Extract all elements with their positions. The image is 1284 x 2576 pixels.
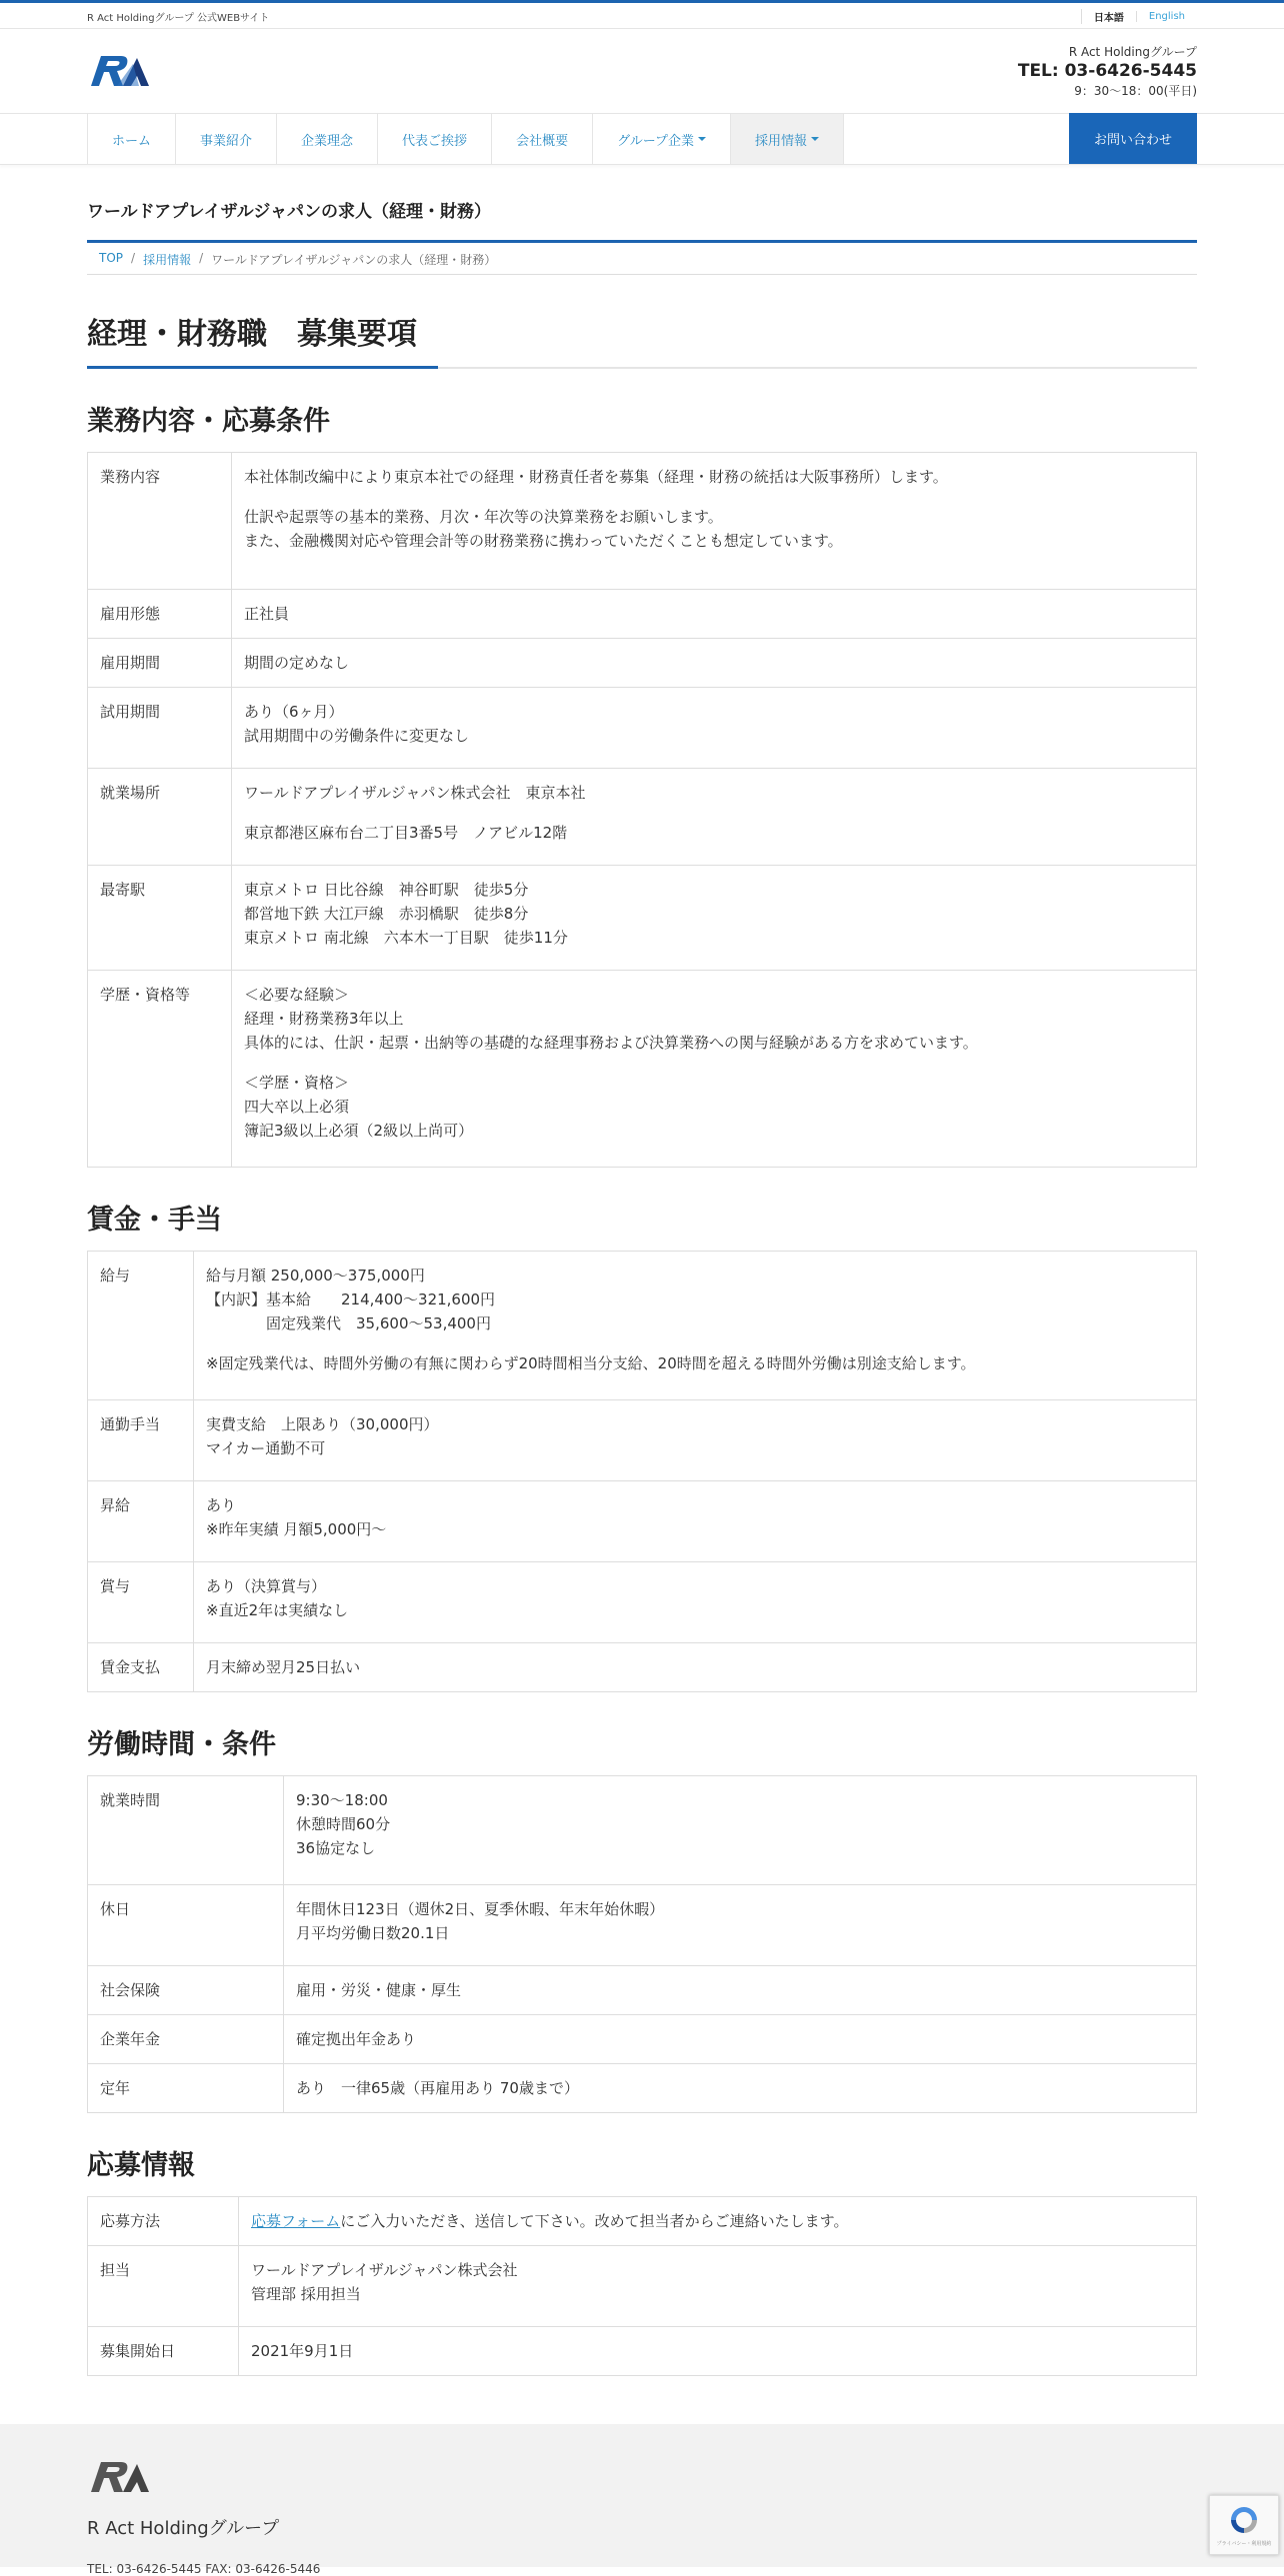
row-text-line: 9:30～18:00 (296, 1791, 388, 1809)
table-row (88, 1252, 1197, 1400)
row-text-line: 具体的には、仕訳・起票・出納等の基礎的な経理事務および決算業務への関与経験がある方を求めています。 (244, 1034, 978, 1052)
header-hours: 9：30～18：00(平日) (1074, 84, 1197, 98)
row-text-line: 東京メトロ 日比谷線 神谷町駅 徒歩5分 (244, 881, 529, 899)
row-text-line: 実費支給 上限あり（30,000円） (206, 1415, 439, 1433)
table-row (88, 866, 1197, 971)
section-title-apply: 応募情報 (87, 2150, 195, 2181)
nav-group-companies[interactable] (593, 114, 731, 164)
row-value (284, 1885, 1197, 1966)
row-header: 定年 (88, 2064, 284, 2113)
row-header: 募集開始日 (88, 2327, 239, 2376)
row-text-line: ※直近2年は実績なし (206, 1601, 349, 1619)
top-bar (0, 3, 1284, 29)
page-header (87, 197, 1197, 275)
nav-company[interactable] (492, 114, 593, 164)
wages-table (87, 1251, 1197, 1692)
row-value (194, 1400, 1197, 1481)
row-header: 応募方法 (88, 2197, 239, 2246)
row-header: 就業時間 (88, 1776, 284, 1885)
main-content (87, 197, 1197, 2376)
row-header: 雇用形態 (88, 590, 232, 639)
nav-label: 採用情報 (755, 133, 808, 149)
row-text-line: ※固定残業代は、時間外労働の有無に関わらず20時間相当分支給、20時間を超える時間外労働は別途支給します。 (206, 1354, 976, 1372)
table-row (88, 2327, 1197, 2376)
row-header: 休日 (88, 1885, 284, 1966)
row-value (284, 2064, 1197, 2113)
row-value (239, 2327, 1197, 2376)
row-value (284, 1966, 1197, 2015)
row-value (239, 2246, 1197, 2327)
apply-table (87, 2196, 1197, 2376)
row-header: 賞与 (88, 1562, 194, 1643)
section-title-job: 業務内容・応募条件 (87, 406, 330, 437)
row-value (232, 688, 1197, 769)
row-header: 試用期間 (88, 688, 232, 769)
nav-label: 企業理念 (301, 133, 354, 149)
row-text-line: 給与月額 250,000～375,000円 (206, 1267, 425, 1285)
row-header: 就業場所 (88, 769, 232, 866)
nav-greeting[interactable] (378, 114, 492, 164)
row-text-line: 雇用・労災・健康・厚生 (296, 1981, 462, 1999)
row-text-line: 2021年9月1日 (251, 2342, 354, 2360)
main-nav (0, 113, 1284, 165)
table-row (88, 639, 1197, 688)
paragraph-gap (244, 489, 1184, 505)
lang-japanese-link[interactable]: 日本語 (1081, 9, 1136, 24)
section-title-hours: 労働時間・条件 (87, 1729, 276, 1760)
row-text-line: 月末締め翌月25日払い (206, 1658, 361, 1676)
table-row (88, 590, 1197, 639)
nav-label: グループ企業 (617, 133, 695, 149)
breadcrumb-current: ワールドアプレイザルジャパンの求人（経理・財務） (211, 253, 497, 267)
nav-label: 代表ご挨拶 (402, 133, 468, 149)
row-header: 企業年金 (88, 2015, 284, 2064)
row-text-line: 経理・財務業務3年以上 (244, 1010, 404, 1028)
breadcrumb-top-link[interactable]: TOP (99, 251, 124, 265)
row-text-line: 固定残業代 35,600～53,400円 (206, 1314, 491, 1332)
row-value (194, 1481, 1197, 1562)
job-details-table (87, 452, 1197, 1168)
caret-down-icon (698, 137, 706, 141)
table-row (88, 1562, 1197, 1643)
apply-form-link[interactable]: 応募フォーム (251, 2212, 341, 2230)
row-header: 最寄駅 (88, 866, 232, 971)
nav-label: ホーム (112, 133, 152, 149)
header-group-name: R Act Holdingグループ (1068, 45, 1197, 59)
row-text-line: 四大卒以上必須 (244, 1098, 350, 1116)
breadcrumb (87, 243, 1197, 275)
row-text-line: ＜学歴・資格＞ (244, 1074, 350, 1092)
row-value (194, 1252, 1197, 1400)
table-row (88, 2064, 1197, 2113)
row-text-line: 管理部 採用担当 (251, 2285, 361, 2303)
row-text-line: マイカー通勤不可 (206, 1439, 326, 1457)
row-value (232, 971, 1197, 1168)
row-header: 社会保険 (88, 1966, 284, 2015)
breadcrumb-separator: / (199, 251, 204, 265)
row-value (232, 639, 1197, 688)
nav-business[interactable] (176, 114, 277, 164)
main-title: 経理・財務職 募集要項 (87, 309, 1197, 369)
recaptcha-text[interactable]: プライバシー・利用規約 (1216, 2540, 1272, 2547)
footer-logo[interactable] (87, 2460, 1197, 2498)
language-switcher (1081, 9, 1197, 24)
row-text-line: 東京都港区麻布台二丁目3番5号 ノアビル12階 (244, 824, 568, 842)
row-value (232, 590, 1197, 639)
row-value (284, 2015, 1197, 2064)
table-row (88, 688, 1197, 769)
table-row (88, 2015, 1197, 2064)
row-text-line: あり (206, 1496, 237, 1514)
section-title-wages: 賃金・手当 (87, 1205, 222, 1236)
header-phone[interactable]: TEL: 03-6426-5445 (1017, 61, 1197, 81)
recaptcha-badge[interactable] (1209, 2495, 1279, 2555)
table-row (88, 971, 1197, 1168)
breadcrumb-separator: / (131, 251, 136, 265)
nav-recruit[interactable] (731, 114, 844, 164)
paragraph-gap (244, 805, 1184, 821)
row-text-line: 年間休日123日（週休2日、夏季休暇、年末年始休暇） (296, 1900, 665, 1918)
paragraph-gap (244, 1055, 1184, 1071)
header-contact (1018, 43, 1197, 99)
nav-label: 事業紹介 (200, 133, 253, 149)
row-header: 給与 (88, 1252, 194, 1400)
row-header: 学歴・資格等 (88, 971, 232, 1168)
row-text-line: 試用期間中の労働条件に変更なし (244, 727, 470, 745)
row-value (239, 2197, 1197, 2246)
paragraph-gap (206, 1335, 1184, 1351)
table-row (88, 453, 1197, 590)
row-value (194, 1643, 1197, 1692)
row-header: 雇用期間 (88, 639, 232, 688)
table-row (88, 2246, 1197, 2327)
site-logo[interactable] (87, 54, 151, 88)
row-text-line: 正社員 (244, 605, 290, 623)
site-description: R Act Holdingグループ 公式WEBサイト (87, 12, 270, 24)
site-header (0, 29, 1284, 113)
table-row (88, 1776, 1197, 1885)
table-row (88, 1885, 1197, 1966)
table-row (88, 1481, 1197, 1562)
row-text-line: 簿記3級以上必須（2級以上尚可） (244, 1122, 474, 1140)
row-text-line: 東京メトロ 南北線 六本木一丁目駅 徒歩11分 (244, 929, 568, 947)
row-value (194, 1562, 1197, 1643)
table-row (88, 769, 1197, 866)
row-text-line: 仕訳や起票等の基本的業務、月次・年次等の決算業務をお願いします。 (244, 508, 723, 526)
row-text-line: 36協定なし (296, 1839, 376, 1857)
ra-logo-icon (87, 54, 151, 88)
recaptcha-icon (1228, 2504, 1260, 2536)
caret-down-icon (811, 137, 819, 141)
row-text-line: ワールドアプレイザルジャパン株式会社 東京本社 (244, 784, 586, 802)
row-text-line: 月平均労働日数20.1日 (296, 1924, 450, 1942)
ra-logo-icon (87, 2460, 151, 2494)
lang-english-link[interactable]: English (1136, 11, 1197, 22)
row-text-line: また、金融機関対応や管理会計等の財務業務に携わっていただくことも想定しています。 (244, 532, 843, 550)
row-text-line: ＜必要な経験＞ (244, 986, 350, 1004)
table-row (88, 1643, 1197, 1692)
row-text-line: あり（6ヶ月） (244, 703, 344, 721)
row-text-line: あり（決算賞与） (206, 1577, 327, 1595)
footer-phone-fax: TEL: 03-6426-5445 FAX: 03-6426-5446 (87, 2562, 321, 2576)
table-row (88, 2197, 1197, 2246)
row-text-line: 期間の定めなし (244, 654, 350, 672)
row-value (232, 866, 1197, 971)
row-value (232, 453, 1197, 590)
site-footer (0, 2424, 1284, 2576)
row-text-line: 休憩時間60分 (296, 1815, 391, 1833)
apply-text: にご入力いただき、送信して下さい。改めて担当者からご連絡いたします。 (340, 2212, 849, 2230)
row-header: 通勤手当 (88, 1400, 194, 1481)
row-text-line: 確定拠出年金あり (296, 2030, 417, 2048)
row-value (284, 1776, 1197, 1885)
table-row (88, 1400, 1197, 1481)
row-text-line: 【内訳】基本給 214,400～321,600円 (206, 1290, 496, 1308)
row-header: 担当 (88, 2246, 239, 2327)
hours-table (87, 1775, 1197, 2113)
nav-home[interactable] (87, 114, 176, 164)
row-text-line: 都営地下鉄 大江戸線 赤羽橋駅 徒歩8分 (244, 905, 529, 923)
nav-philosophy[interactable] (277, 114, 378, 164)
row-value (232, 769, 1197, 866)
table-row (88, 1966, 1197, 2015)
footer-group-name: R Act Holdingグループ (87, 2518, 280, 2539)
row-text-line: ※昨年実績 月額5,000円～ (206, 1520, 387, 1538)
row-header: 昇給 (88, 1481, 194, 1562)
row-text-line: 本社体制改編中により東京本社での経理・財務責任者を募集（経理・財務の統括は大阪事務所）します。 (244, 468, 948, 486)
contact-button[interactable]: お問い合わせ (1069, 113, 1197, 164)
page-title: ワールドアプレイザルジャパンの求人（経理・財務） (87, 197, 1197, 243)
row-header: 賃金支払 (88, 1643, 194, 1692)
row-header: 業務内容 (88, 453, 232, 590)
breadcrumb-recruit-link[interactable]: 採用情報 (143, 253, 192, 267)
row-text-line: ワールドアプレイザルジャパン株式会社 (251, 2261, 518, 2279)
row-text-line: あり 一律65歳（再雇用あり 70歳まで） (296, 2079, 579, 2097)
nav-label: 会社概要 (516, 133, 569, 149)
